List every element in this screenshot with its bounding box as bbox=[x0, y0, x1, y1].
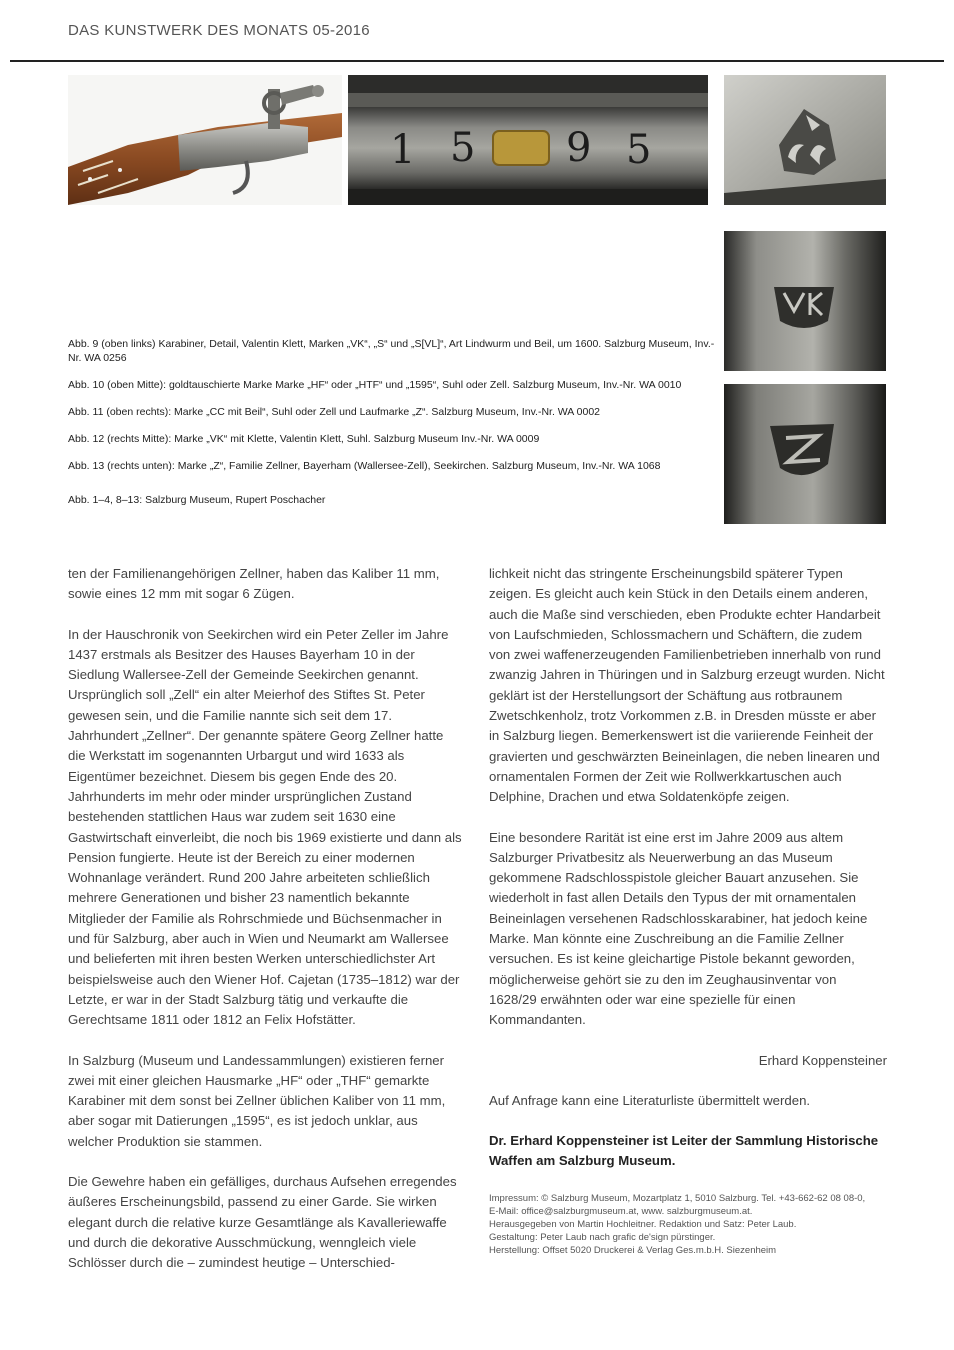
right-paragraph-2: Eine besondere Rarität ist eine erst im Jahre 2009 aus altem Salzburger Privatbesitz als Neuerwerbung an das Museum gekommene Radschlosspistole gleicher Bauart anzusehen. Sie wiederholt in fast allen Details den Typus der mit ornamentalen Beineinlagen versehenen Radschlosskarabiner, hat jedoch keine Marke. Man könnte eine Zuschreibung an die Familie Zellner versuchen. Es ist keine gleichartige Pistole bekannt geworden, möglicherweise gehört sie zu den im Zeughausinventar von 1628/29 erwähnten oder war eine spezielle für einen Kommandanten. bbox=[489, 829, 868, 1028]
vk-mark-illustration bbox=[724, 231, 886, 371]
impressum-line: Herausgegeben von Martin Hochleitner. Redaktion und Satz: Peter Laub. bbox=[489, 1218, 797, 1230]
figure-12-vk-mark-photo bbox=[724, 231, 886, 371]
article-column-right bbox=[489, 564, 887, 1257]
left-paragraph-4: Die Gewehre haben ein gefälliges, durchaus Aufsehen erregendes äußeres Erscheinungsbild, passend zu einer Garde. Sie wirken elegant durch die relative kurze Gesamtlänge als Kavalleriewaffe und durch die dekorative Ausschmückung, wenngleich viele Schlösser durch die – zumindest heutige – Unterschied- bbox=[68, 1174, 457, 1271]
figure-13-z-mark-photo bbox=[724, 384, 886, 524]
barrel-digit-2: 5 bbox=[450, 125, 476, 171]
impressum-email-line: E-Mail: office@salzburgmuseum.at, www. salzburgmuseum.at. bbox=[489, 1205, 753, 1217]
barrel-digit-4: 5 bbox=[626, 127, 652, 173]
z-mark-illustration bbox=[724, 384, 886, 524]
cc-mark-illustration bbox=[724, 75, 886, 205]
left-paragraph-3: In Salzburg (Museum und Landessammlungen) existieren ferner zwei mit einer gleichen Hausmarke „HF“ oder „THF“ gemarkte Karabiner mit dem sonst bei Zellner üblichen Kaliber von 11 mm, aber sogar mit Datierungen „1595“, es ist jedoch unklar, aus welcher Produktion sie stammen. bbox=[68, 1052, 446, 1149]
carbine-illustration bbox=[68, 75, 342, 205]
caption-fig-11: Abb. 11 (oben rechts): Marke „CC mit Beil“, Suhl oder Zell und Laufmarke „Z“. Salzburg Museum, Inv.-Nr. WA 0002 bbox=[68, 406, 601, 418]
literature-note: Auf Anfrage kann eine Literaturliste übermittelt werden. bbox=[489, 1092, 811, 1108]
figure-10-barrel-mark-photo bbox=[348, 75, 708, 205]
right-paragraph-1: lichkeit nicht das stringente Erscheinungsbild späterer Typen zeigen. Es gleicht auch kein Stück in den Details einem anderen, auch die Maße sind verschieden, eben Produkte echter Handarbeit von Laufschmieden, Schlossmachern und Schäftern, die zudem von zwei waffenerzeugenden Familienbetrieben innerhalb von rund zwanzig Jahren in Thüringen und in Salzburg erzeugt wurden. Nicht geklärt ist der Herstellungsort der Schäftung aus rotbraunem Zwetschkenholz, trotz Vorkommen z.B. in Dresden müsste er aber in Salzburg liegen. Bemerkenswert ist die variierende Feinheit der gravierten und geschwärzten Beineinlagen, die neben linearen und ornamentalen Formen der Zeit wie Rollwerkkartuschen auch Delphine, Drachen und etwa Soldatenköpfe zeigen. bbox=[489, 566, 885, 805]
article-column-left bbox=[68, 564, 464, 1294]
impressum bbox=[489, 1192, 887, 1257]
left-paragraph-1: ten der Familienangehörigen Zellner, haben das Kaliber 11 mm, sowie eines 12 mm mit sogar 6 Zügen. bbox=[68, 566, 440, 602]
header-rule bbox=[10, 60, 944, 62]
caption-fig-12: Abb. 12 (rechts Mitte): Marke „VK“ mit Klette, Valentin Klett, Suhl. Salzburg Museum Inv.-Nr. WA 0009 bbox=[68, 433, 540, 445]
figure-9-carbine-photo bbox=[68, 75, 342, 205]
figure-11-cc-mark-photo bbox=[724, 75, 886, 205]
caption-fig-9: Abb. 9 (oben links) Karabiner, Detail, Valentin Klett, Marken „VK“, „S“ und „S[VL]“, Art Lindwurm und Beil, um 1600. Salzburg Museum, Inv.-Nr. WA 0256 bbox=[68, 338, 715, 364]
impressum-line: Impressum: © Salzburg Museum, Mozartplatz 1, 5010 Salzburg. Tel. +43-662-62 08 08-0, bbox=[489, 1192, 866, 1204]
caption-fig-10: Abb. 10 (oben Mitte): goldtauschierte Marke Marke „HF“ oder „HTF“ und „1595“, Suhl oder Zell. Salzburg Museum, Inv.-Nr. WA 0010 bbox=[68, 379, 682, 391]
author-signature: Erhard Koppensteiner bbox=[758, 1052, 887, 1068]
impressum-line: Gestaltung: Peter Laub nach grafic de'sign pürstinger. bbox=[489, 1231, 716, 1243]
author-bio: Dr. Erhard Koppensteiner ist Leiter der Sammlung Historische Waffen am Salzburg Museum. bbox=[489, 1133, 879, 1169]
photo-credit: Abb. 1–4, 8–13: Salzburg Museum, Rupert Poschacher bbox=[68, 494, 326, 506]
barrel-digit-3: 9 bbox=[566, 125, 592, 171]
page-header-title: DAS KUNSTWERK DES MONATS 05-2016 bbox=[68, 22, 370, 39]
figure-captions bbox=[68, 337, 718, 520]
barrel-digit-1: 1 bbox=[390, 127, 416, 173]
left-paragraph-2: In der Hauschronik von Seekirchen wird ein Peter Zeller im Jahre 1437 erstmals als Besitzer des Hauses Bayerham 10 in der Siedlung Wallersee-Zell der Gemeinde Seekirchen genannt. Ursprünglich soll „Zell“ ein alter Meierhof des Stiftes St. Peter gewesen sein, und die Familie nannte sich seit dem 17. Jahrhundert „Zellner“. Der genannte spätere Georg Zellner hatte die Werkstatt im sogenannten Urbargut und wird 1633 als Eigentümer bezeichnet. Diesem bis gegen Ende des 20. Jahrhunderts im mehr oder minder ursprünglichen Zustand bestehenden stattlichen Haus war zudem seit 1630 eine Gastwirtschaft einverleibt, die noch bis 1969 existierte und dann als Pension fungierte. Heute ist der Bereich zu einer modernen Wohnanlage verändert. Rund 200 Jahre arbeiteten schließlich mehrere Generationen und bisher 23 namentlich bekannte Mitglieder der Familie als Rohrschmiede und Büchsenmacher in und für Salzburg, aber auch in Wien und Neumarkt am Wallersee und belieferten mit ihren besten Werken unterschiedlichster Art beispielsweise auch den Wiener Hof. Cajetan (1735–1812) war der Letzte, er war in der Stadt Salzburg tätig und verkaufte die Gerechtsame 1811 oder 1812 an Felix Hofstätter. bbox=[68, 626, 462, 1028]
impressum-line: Herstellung: Offset 5020 Druckerei & Verlag Ges.m.b.H. Siezenheim bbox=[489, 1244, 777, 1256]
caption-fig-13: Abb. 13 (rechts unten): Marke „Z“, Familie Zellner, Bayerham (Wallersee-Zell), Seekirchen. Salzburg Museum, Inv.-Nr. WA 1068 bbox=[68, 460, 661, 472]
